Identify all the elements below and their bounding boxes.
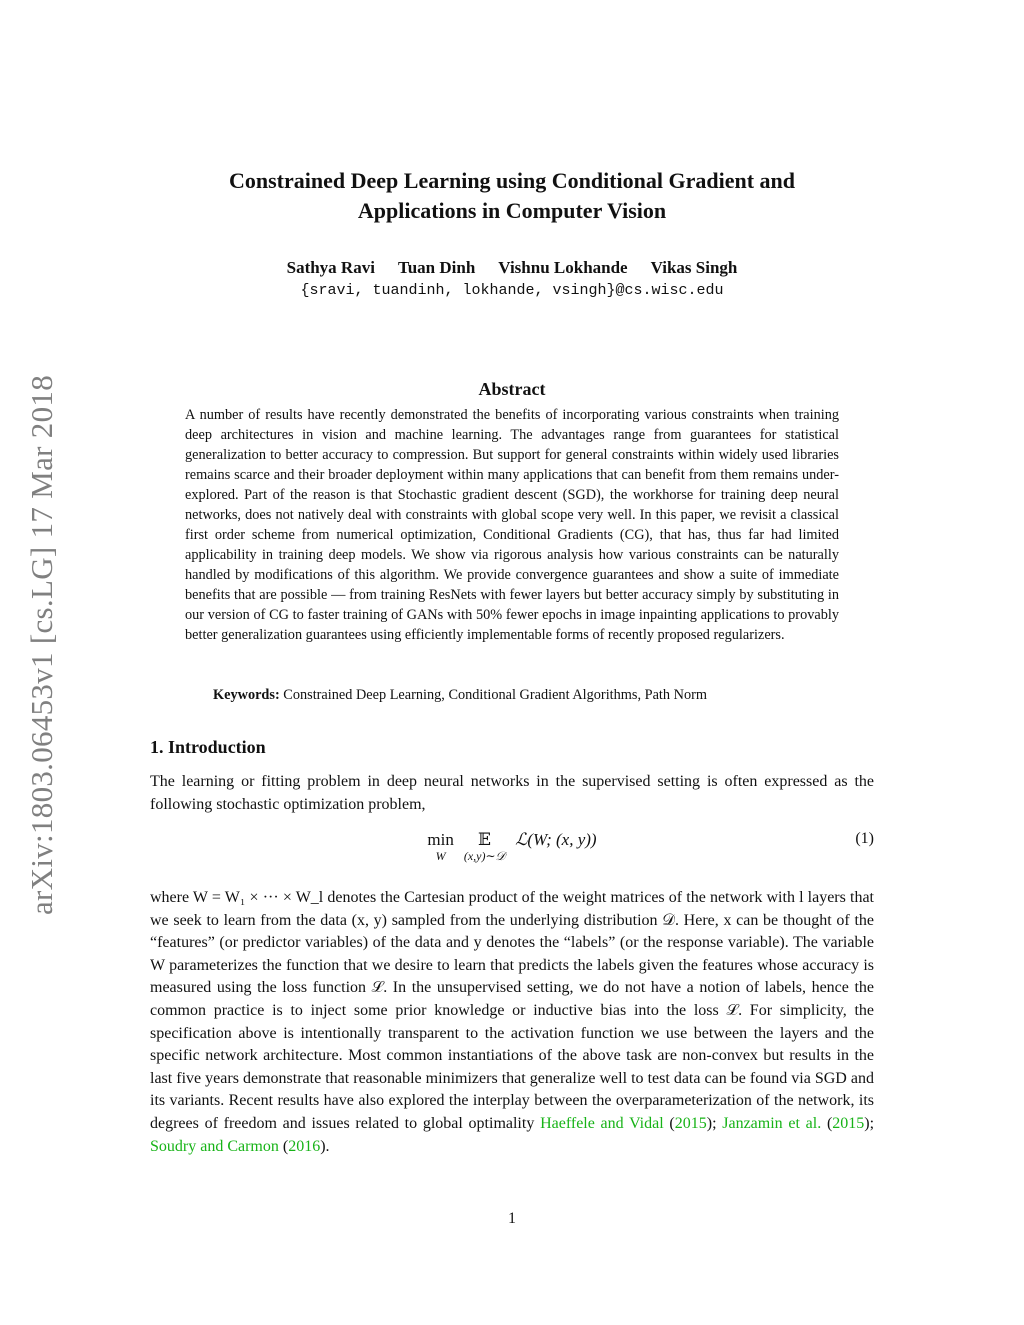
- keywords-text: Constrained Deep Learning, Conditional Gradient Algorithms, Path Norm: [283, 687, 707, 703]
- author-name: Vikas Singh: [650, 258, 738, 277]
- expectation-subscript: (x,y)∼𝒟: [463, 849, 506, 863]
- author-name: Tuan Dinh: [397, 258, 476, 277]
- author-name: Sathya Ravi: [286, 258, 375, 277]
- page-number: 1: [508, 1210, 516, 1227]
- arxiv-side-stamp: [4, 350, 80, 940]
- citation-year-link[interactable]: 2015: [674, 1114, 707, 1132]
- expectation-symbol: 𝔼: [478, 830, 491, 849]
- intro-paragraph-1: The learning or fitting problem in deep neural networks in the supervised setting is often expressed as the following stochastic optimization problem,: [150, 773, 874, 813]
- section-heading-introduction: 1. Introduction: [150, 737, 266, 757]
- expectation-operator: [464, 831, 505, 863]
- intro-paragraph-2: where W = W₁ × ··· × W_l denotes the Cartesian product of the weight matrices of the network with l layers that we seek to learn from the data (x, y) sampled from the underlying distribution 𝒟. Here, x can be thought of the “features” (or predictor variables) of the data and y denotes the “labels” (or the response variable). The variable W parameterizes the function that we desire to learn that predicts the labels given the features whose accuracy is measured using the loss function ℒ. In the unsupervised setting, we do not have a notion of labels, hence the common practice is to inject some prior knowledge or inductive bias into the loss ℒ. For simplicity, the specification above is intentionally transparent to the activation function we use between the layers and the specific network architecture. Most common instantiations of the above task are non-convex but results in the last five years demonstrate that reasonable minimizers that generalize well to test data can be found via SGD and its variants. Recent results have also explored the interplay between the overparameterization of the network, its degrees of freedom and issues related to global optimality Haeffele and Vidal (2015); Janzamin et al. (2015); Soudry and Carmon (2016).: [150, 889, 875, 1155]
- paper-title: [150, 166, 874, 226]
- abstract-heading: Abstract: [478, 379, 546, 399]
- title-line-2: Applications in Computer Vision: [357, 198, 667, 223]
- equation-number: (1): [855, 830, 874, 847]
- citation-link[interactable]: Janzamin et al.: [722, 1114, 822, 1132]
- abstract-body: A number of results have recently demonstrated the benefits of incorporating various constraints when training deep architectures in vision and machine learning. The advantages range from guarantees for statistical generalization to better accuracy to compression. But support for general constraints within widely used libraries remains scarce and their broader deployment within many applications that can benefit from them remains under-explored. Part of the reason is that Stochastic gradient descent (SGD), the workhorse for training deep neural networks, does not natively deal with constraints with global scope very well. In this paper, we revisit a classical first order scheme from numerical optimization, Conditional Gradients (CG), that has, thus far had limited applicability in training deep models. We show via rigorous analysis how various constraints can be naturally handled by modifications of this algorithm. We provide convergence guarantees and show a suite of immediate benefits that are possible — from training ResNets with fewer layers but better accuracy simply by substituting in our version of CG to faster training of GANs with 50% fewer epochs in image inpainting applications to provably better generalization guarantees using efficiently implementable forms of recently proposed regularizers.: [185, 407, 839, 643]
- min-subscript: W: [435, 849, 446, 863]
- loss-expression: ℒ(W; (x, y)): [515, 830, 597, 849]
- keywords-line: [185, 685, 839, 705]
- citation-year-link[interactable]: 2016: [288, 1137, 321, 1155]
- intro-paragraph-2-text: where W = W₁ × ··· × W_l denotes the Cartesian product of the weight matrices of the network with l layers that we seek to learn from the data (x, y) sampled from the underlying distribution 𝒟. Here, x can be thought of the “features” (or predictor variables) of the data and y denotes the “labels” (or the response variable). The variable W parameterizes the function that we desire to learn that predicts the labels given the features whose accuracy is measured using the loss function ℒ. In the unsupervised setting, we do not have a notion of labels, hence the common practice is to inject some prior knowledge or inductive bias into the loss ℒ. For simplicity, the specification above is intentionally transparent to the activation function we use between the layers and the specific network architecture. Most common instantiations of the above task are non-convex but results in the last five years demonstrate that reasonable minimizers that generalize well to test data can be found via SGD and its variants. Recent results have also explored the interplay between the overparameterization of the network, its degrees of freedom and issues related to global optimality: [150, 889, 874, 1132]
- citation-year-link[interactable]: 2015: [832, 1114, 865, 1132]
- author-name: Vishnu Lokhande: [498, 258, 628, 277]
- author-list: [150, 256, 874, 280]
- equation-1: [150, 830, 874, 874]
- citation-link[interactable]: Haeffele and Vidal: [540, 1114, 664, 1132]
- keywords-label: Keywords:: [213, 687, 280, 703]
- min-operator: [427, 831, 453, 863]
- author-emails: {sravi, tuandinh, lokhande, vsingh}@cs.wisc.edu: [300, 282, 724, 299]
- min-symbol: min: [427, 830, 454, 849]
- citation-link[interactable]: Soudry and Carmon: [150, 1137, 279, 1155]
- arxiv-id-text: arXiv:1803.06453v1 [cs.LG] 17 Mar 2018: [24, 374, 60, 916]
- title-line-1: Constrained Deep Learning using Conditional Gradient and: [229, 168, 795, 193]
